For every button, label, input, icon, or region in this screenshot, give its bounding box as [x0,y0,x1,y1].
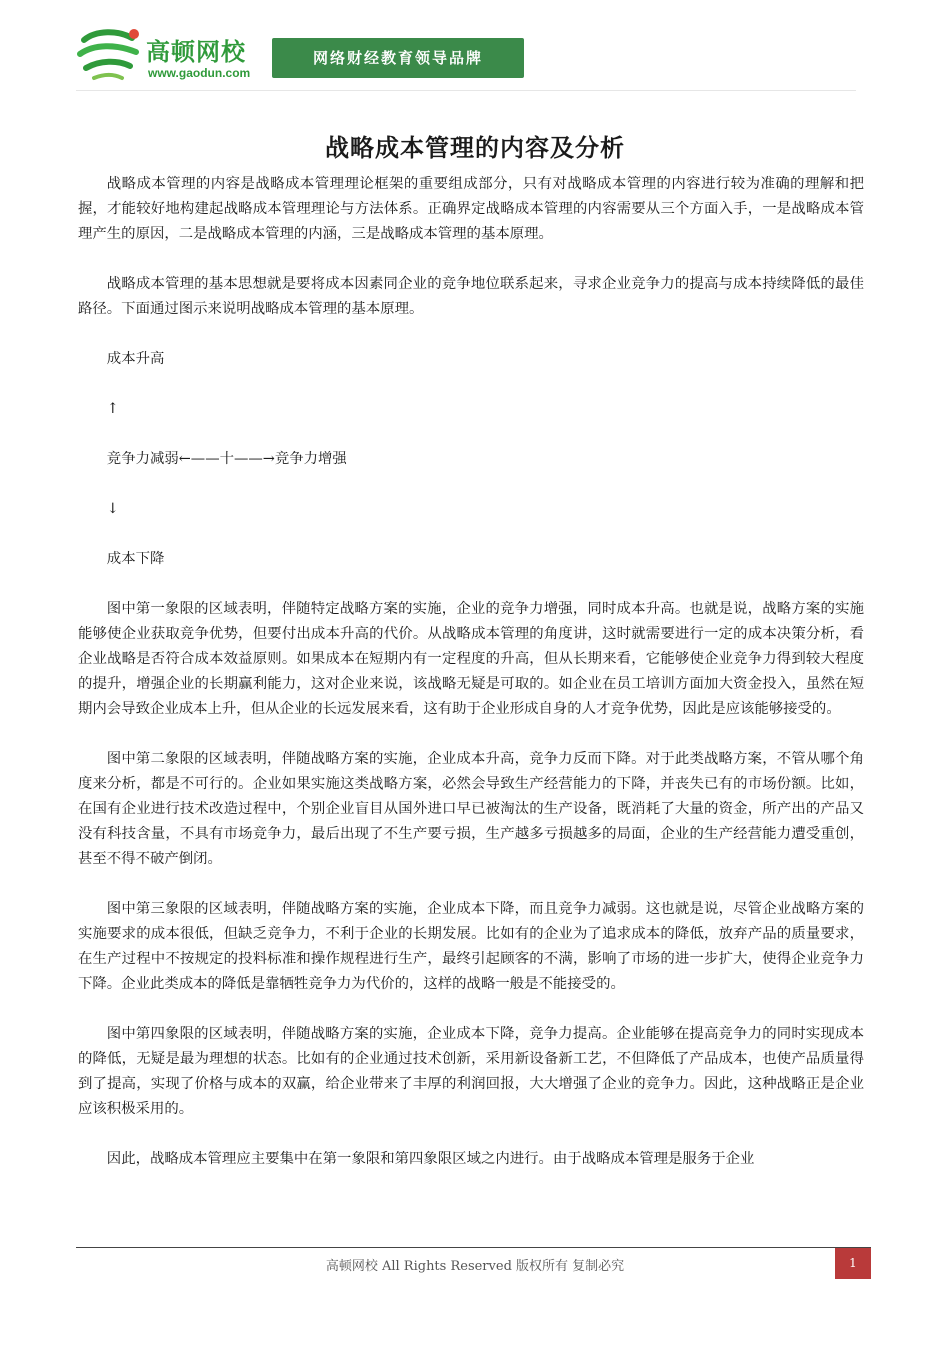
paragraph-quadrant-3: 图中第三象限的区域表明，伴随战略方案的实施，企业成本下降，而且竞争力减弱。这也就是说，尽管企业战略方案的实施要求的成本很低，但缺乏竞争力，不利于企业的长期发展。比如有的企业为了追求成本的降低，放弃产品的质量要求，在生产过程中不按规定的投料标准和操作规程进行生产，最终引起顾客的不满，影响了市场的进一步扩大，使得企业竞争力下降。企业此类成本的降低是靠牺牲竞争力为代价的，这样的战略一般是不能接受的。 [78,901,864,992]
page-number: 1 [835,1248,871,1279]
footer-copyright: 高顿网校 All Rights Reserved 版权所有 复制必究 [325,1259,625,1274]
logo-name: 高顿网校 [146,38,246,66]
footer-divider [76,1247,871,1248]
paragraph-intro: 战略成本管理的内容是战略成本管理理论框架的重要组成部分，只有对战略成本管理的内容进行较为准确的理解和把握，才能较好地构建起战略成本管理理论与方法体系。正确界定战略成本管理的内容需要从三个方面入手，一是战略成本管理产生的原因，二是战略成本管理的内涵，三是战略成本管理的基本原理。 [78,176,864,242]
paragraph-conclusion: 因此，战略成本管理应主要集中在第一象限和第四象限区域之内进行。由于战略成本管理是服务于企业 [106,1151,755,1167]
header-divider [76,90,856,91]
diagram-label-cost-down: 成本下降 [106,551,165,567]
diagram-label-cost-up: 成本升高 [106,351,165,367]
logo-url: www.gaodun.com [148,66,251,80]
diagram-down-arrow: ↓ [106,501,119,517]
gaodun-logo-icon [76,26,142,84]
document-title: 战略成本管理的内容及分析 [325,134,625,162]
paragraph-quadrant-2: 图中第二象限的区域表明，伴随战略方案的实施，企业成本升高，竞争力反而下降。对于此类战略方案，不管从哪个角度来分析，都是不可行的。企业如果实施这类战略方案，必然会导致生产经营能力的下降，并丧失已有的市场份额。比如，在国有企业进行技术改造过程中，个别企业盲目从国外进口早已被淘汰的生产设备，既消耗了大量的资金，所产出的产品又没有科技含量，不具有市场竞争力，最后出现了不生产要亏损，生产越多亏损越多的局面，企业的生产经营能力遭受重创，甚至不得不破产倒闭。 [78,751,864,867]
paragraph-basic-idea: 战略成本管理的基本思想就是要将成本因素同企业的竞争地位联系起来，寻求企业竞争力的提高与成本持续降低的最佳路径。下面通过图示来说明战略成本管理的基本原理。 [78,276,864,317]
diagram-up-arrow: ↑ [106,401,119,417]
paragraph-quadrant-1: 图中第一象限的区域表明，伴随特定战略方案的实施，企业的竞争力增强，同时成本升高。也就是说，战略方案的实施能够使企业获取竞争优势，但要付出成本升高的代价。从战略成本管理的角度讲，这时就需要进行一定的成本决策分析，看企业战略是否符合成本效益原则。如果成本在短期内有一定程度的升高，但从长期来看，它能够使企业竞争力得到较大程度的提升，增强企业的长期赢利能力，这对企业来说，该战略无疑是可取的。如企业在员工培训方面加大资金投入，虽然在短期内会导致企业成本上升，但从企业的长远发展来看，这有助于企业形成自身的人才竞争优势，因此是应该能够接受的。 [78,601,864,717]
diagram-horizontal-axis: 竞争力减弱←——十——→竞争力增强 [106,451,347,467]
slogan-banner: 网络财经教育领导品牌 [272,38,524,78]
page-header [76,22,856,92]
document-body [78,172,864,1197]
paragraph-quadrant-4: 图中第四象限的区域表明，伴随战略方案的实施，企业成本下降，竞争力提高。企业能够在提高竞争力的同时实现成本的降低，无疑是最为理想的状态。比如有的企业通过技术创新，采用新设备新工艺，不但降低了产品成本，也使产品质量得到了提高，实现了价格与成本的双赢，给企业带来了丰厚的利润回报，大大增强了企业的竞争力。因此，这种战略正是企业应该积极采用的。 [78,1026,864,1117]
